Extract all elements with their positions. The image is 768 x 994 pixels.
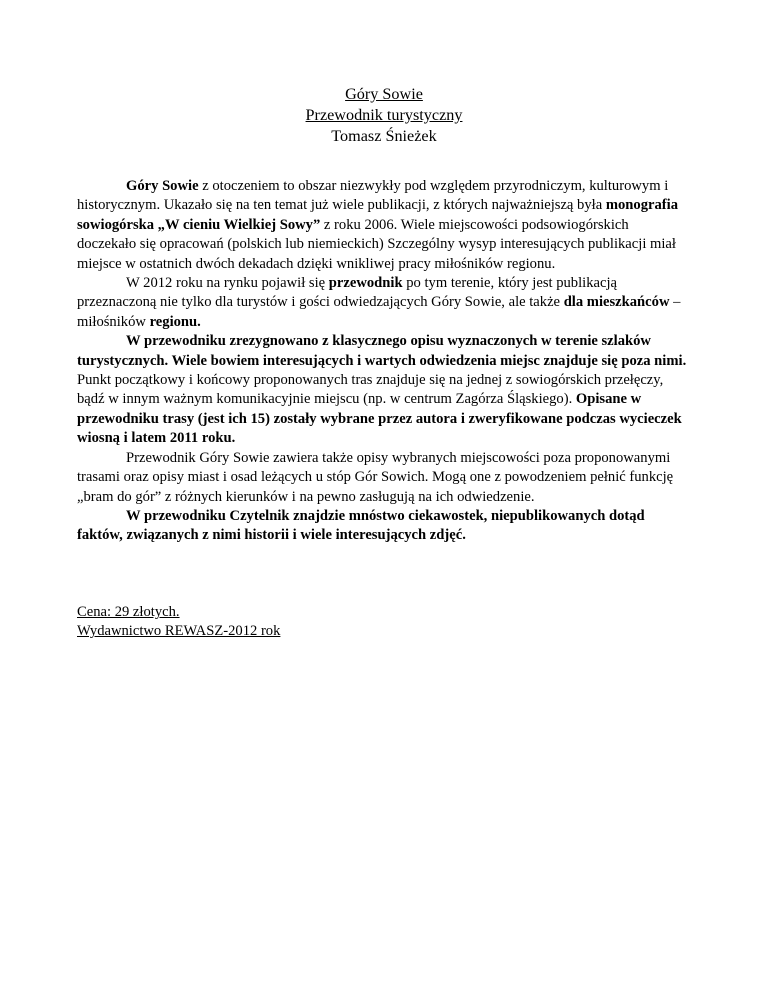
bold-text-segment: regionu. — [149, 313, 201, 330]
paragraph — [77, 332, 691, 448]
text-segment: Punkt początkowy i końcowy proponowanych tras znajduje się na jednej z sowiogórskich przełęczy, bądź w innym ważnym komunikacyjnie miejscu (np. w centrum Zagórza Śląskiego). — [77, 372, 664, 408]
footer — [77, 603, 691, 642]
bold-text-segment: W przewodniku Czytelnik znajdzie mnóstwo ciekawostek, niepublikowanych dotąd faktów, związanych z nimi historii i wiele interesujących zdjęć. — [77, 507, 645, 544]
bold-text-segment: monografia sowiogórska „W cieniu Wielkiej Sowy” — [77, 197, 678, 233]
book-author: Tomasz Śnieżek — [331, 127, 437, 145]
title-line — [0, 84, 768, 105]
bold-text-segment: Góry Sowie — [126, 178, 199, 194]
paragraph — [77, 449, 691, 507]
paragraph — [77, 177, 691, 274]
text-segment: z roku 2006. Wiele miejscowości podsowiogórskich doczekało się opracowań (polskich lub niemieckich) Szczególny wysyp interesujących publikacji miał miejsce w ostatnich dwóch dekadach dzięki wnikliwej pracy miłośników regionu. — [77, 216, 676, 272]
bold-text-segment: przewodnik — [328, 275, 403, 292]
subtitle-line — [0, 105, 768, 126]
text-segment: po tym terenie, który jest publikacją przeznaczoną nie tylko dla turystów i gości odwiedzających Góry Sowie, ale także — [77, 275, 617, 311]
publisher-line: Wydawnictwo REWASZ-2012 rok — [77, 623, 281, 640]
paragraph — [77, 274, 691, 332]
bold-text-segment: W przewodniku zrezygnowano z klasycznego opisu wyznaczonych w terenie szlaków turystycznych. Wiele bowiem interesujących i wartych odwiedzenia miejsc znajduje się poza nimi. — [77, 333, 687, 369]
text-segment: z otoczeniem to obszar niezwykły pod względem przyrodniczym, kulturowym i historycznym. Ukazało się na ten temat już wiele publikacji, z których najważniejszą była — [77, 178, 669, 214]
bold-text-segment: dla mieszkańców — [563, 294, 670, 311]
body-text — [77, 177, 691, 546]
bold-text-segment: Opisane w przewodniku trasy (jest ich 15) zostały wybrane przez autora i zweryfikowane podczas wycieczek wiosną i latem 2011 roku. — [77, 391, 682, 447]
text-segment: W 2012 roku na rynku pojawił się — [126, 275, 329, 292]
book-title: Góry Sowie — [345, 85, 423, 103]
book-subtitle: Przewodnik turystyczny — [305, 106, 463, 124]
text-segment: – miłośników — [77, 294, 681, 330]
price-line: Cena: 29 złotych. — [77, 604, 180, 620]
paragraph — [77, 507, 691, 546]
text-segment: Przewodnik Góry Sowie zawiera także opisy wybranych miejscowości poza proponowanymi trasami oraz opisy miast i osad leżących u stóp Gór Sowich. Mogą one z powodzeniem pełnić funkcję „bram do gór” z różnych kierunków i na pewno zasługują na ich odwiedzenie. — [77, 449, 674, 505]
title-block — [0, 84, 768, 147]
